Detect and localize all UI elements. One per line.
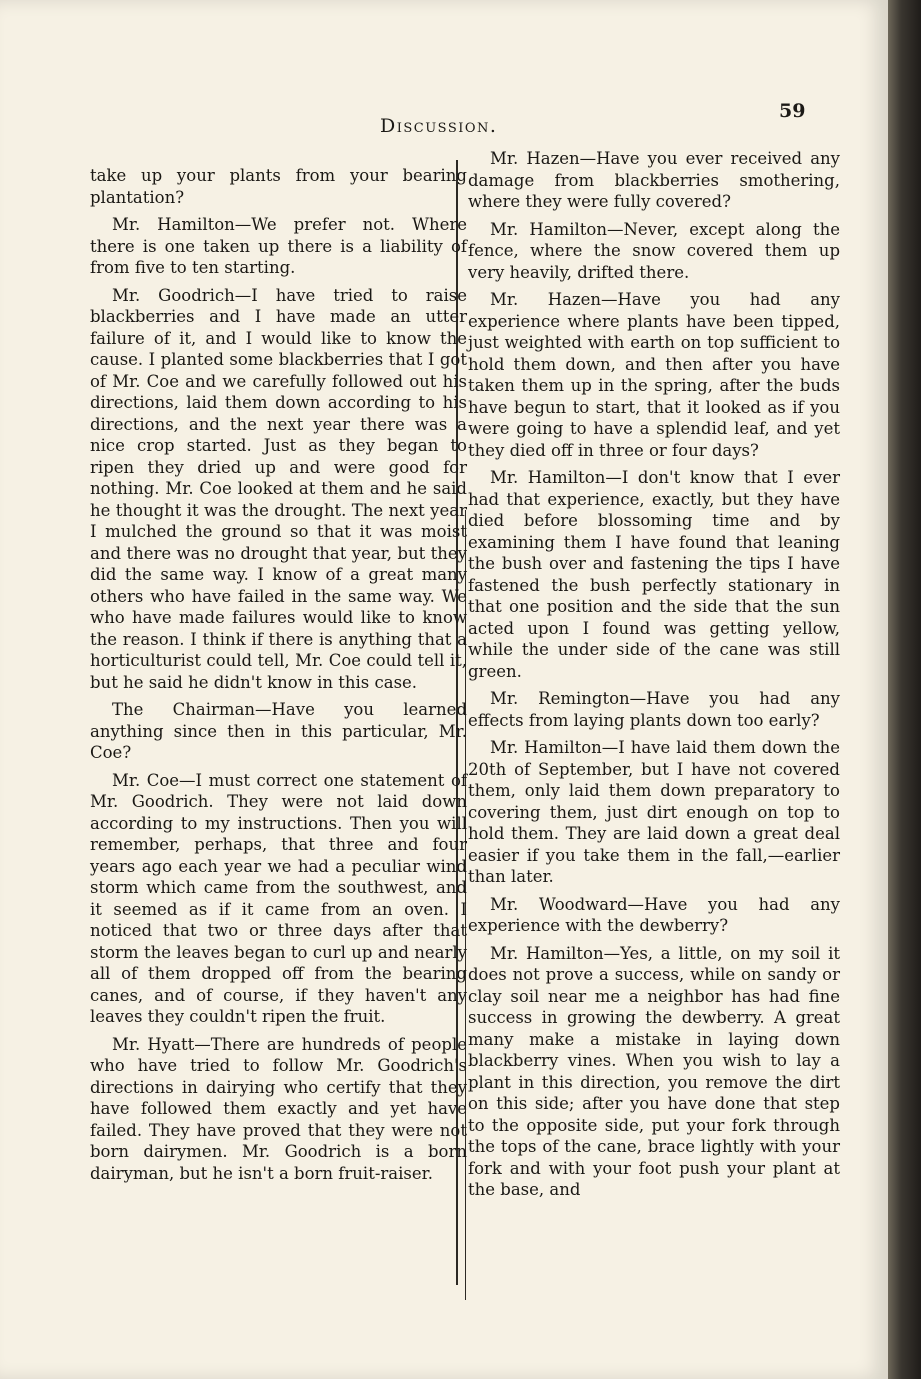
paragraph: Mr. Goodrich—I have tried to raise blackberries and I have made an utter failure of it, and I would like to know the cause. I planted some blackberries that I got of Mr. Coe and we carefully followed out his directions, laid them down according to his directions, and the next year there was a nice crop started. Just as they began to ripen they dried up and were good for nothing. Mr. Coe looked at them and he said he thought it was the drought. The next year I mulched the ground so that it was moist and there was no drought that year, but they did the same way. I know of a great many others who have failed in the same way. We who have made failures would like to know the reason. I think if there is anything that a horticulturist could tell, Mr. Coe could tell it, but he said he didn't know in this case. bbox=[90, 285, 467, 692]
paragraph: Mr. Hamilton—Yes, a little, on my soil it does not prove a success, while on sandy or clay soil near me a neighbor has had fine success in growing the dewberry. A great many make a mistake in laying down blackberry vines. When you wish to lay a plant in this direction, you remove the dirt on this side; after you have done that step to the opposite side, put your fork through the tops of the cane, brace lightly with your fork and with your foot push your plant at the base, and bbox=[468, 943, 840, 1199]
right-column bbox=[468, 148, 840, 1207]
page-edge-shadow bbox=[888, 0, 921, 1379]
paragraph: Mr. Hamilton—We prefer not. Where there is one taken up there is a liability of from five to ten starting. bbox=[90, 215, 467, 277]
paragraph: Mr. Remington—Have you had any effects from laying plants down too early? bbox=[468, 689, 840, 730]
paragraph: Mr. Hazen—Have you had any experience where plants have been tipped, just weighted with earth on top sufficient to hold them down, and then after you have taken them up in the spring, after the buds have begun to start, that it looked as if you were going to have a splendid leaf, and yet they died off in three or four days? bbox=[468, 290, 840, 460]
page-header bbox=[0, 0, 888, 150]
paragraph: Mr. Hyatt—There are hundreds of people who have tried to follow Mr. Goodrich's directions in dairying who certify that they have followed them exactly and yet have failed. They have proved that they were not born dairymen. Mr. Goodrich is a born dairyman, but he isn't a born fruit-raiser. bbox=[90, 1034, 467, 1183]
paragraph: The Chairman—Have you learned anything since then in this particular, Mr. Coe? bbox=[90, 700, 467, 762]
page-number: 59 bbox=[779, 100, 806, 122]
paragraph: Mr. Hamilton—Never, except along the fence, where the snow covered them up very heavily, drifted there. bbox=[468, 219, 840, 282]
paragraph: Mr. Woodward—Have you had any experience with the dewberry? bbox=[468, 894, 840, 935]
running-head: Discussion. bbox=[380, 115, 498, 137]
paragraph: Mr. Hazen—Have you ever received any damage from blackberries smothering, where they were fully covered? bbox=[468, 149, 840, 211]
left-column bbox=[90, 165, 467, 1190]
paragraph: take up your plants from your bearing plantation? bbox=[90, 166, 467, 207]
paragraph: Mr. Coe—I must correct one statement of Mr. Goodrich. They were not laid down according to my instructions. Then you will remember, perhaps, that three and four years ago each year we had a peculiar wind storm which came from the southwest, and it seemed as if it came from an oven. I noticed that two or three days after that storm the leaves began to curl up and nearly all of them dropped off from the bearing canes, and of course, if they haven't any leaves they couldn't ripen the fruit. bbox=[90, 770, 467, 1026]
paragraph: Mr. Hamilton—I have laid them down the 20th of September, but I have not covered them, only laid them down preparatory to covering them, just dirt enough on top to hold them. They are laid down a great deal easier if you take them in the fall,—earlier than later. bbox=[468, 738, 840, 886]
paragraph: Mr. Hamilton—I don't know that I ever had that experience, exactly, but they have died before blossoming time and by examining them I have found that leaning the bush over and fastening the tips I have fastened the bush perfectly stationary in that one position and the side that the sun acted upon I found was getting yellow, while the under side of the cane was still green. bbox=[468, 468, 840, 681]
